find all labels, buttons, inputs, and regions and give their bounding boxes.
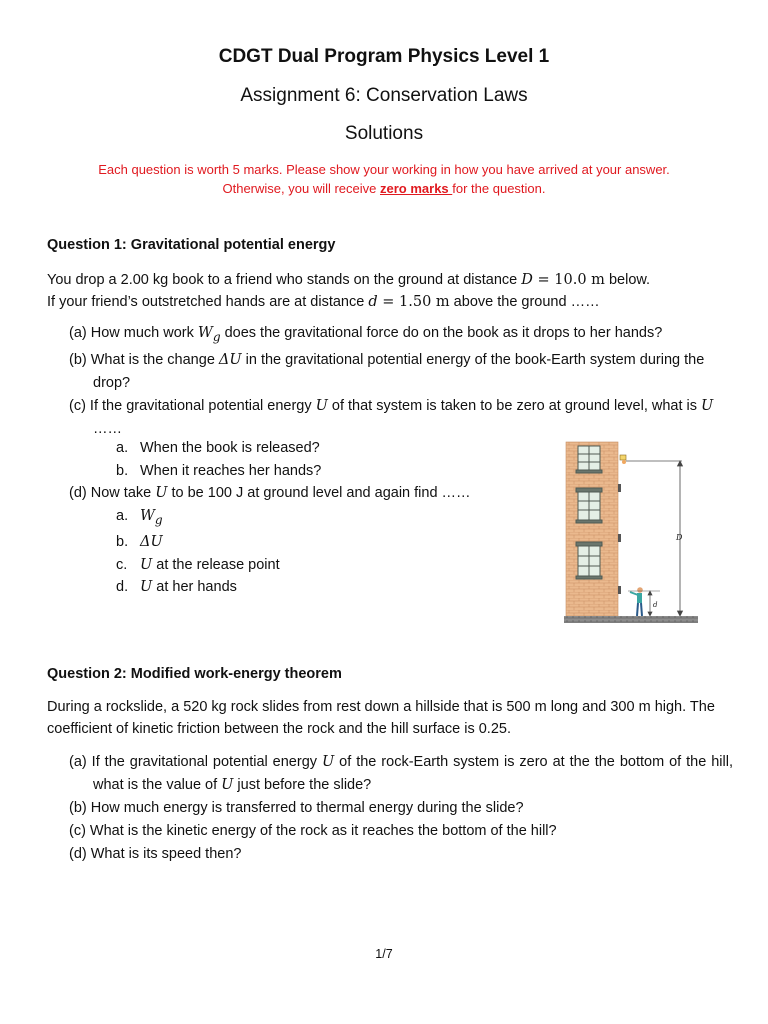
q1-d-sub-c: c. U at the release point xyxy=(116,556,280,573)
label-D: D xyxy=(676,533,683,542)
building-drop-figure xyxy=(564,436,698,626)
book-icon xyxy=(620,455,626,464)
q1-d-sub-a: a. $W_g$ xyxy=(116,508,163,527)
question-1-parts xyxy=(69,322,733,441)
q1-part-c: (c) If the gravitational potential energy U of that system is taken to be zero at ground level, what is U …… xyxy=(69,397,714,437)
friend-person-icon xyxy=(630,587,643,616)
q2-part-c: (c) What is the kinetic energy of the rock as it reaches the bottom of the hill? xyxy=(69,823,557,839)
q2-part-b: (b) How much energy is transferred to thermal energy during the slide? xyxy=(69,800,524,816)
window-icon xyxy=(576,446,602,473)
q1-c-sub-a: a. When the book is released? xyxy=(116,440,320,456)
question-2-parts xyxy=(69,751,733,866)
q1-d-sub-d: d. U at her hands xyxy=(116,579,237,596)
ground-strip xyxy=(564,616,698,623)
notice-line-2: Otherwise, you will receive zero marks for the question. xyxy=(222,181,546,196)
q1-part-a: (a) How much work $W_g$ does the gravitational force do on the book as it drops to her hands? xyxy=(69,325,663,344)
solutions-subtitle: Solutions xyxy=(344,123,424,144)
q1-c-sub-b: b. When it reaches her hands? xyxy=(116,462,322,479)
q1-part-d-subitems xyxy=(116,505,280,599)
q2-part-d: (d) What is its speed then? xyxy=(69,846,242,862)
q1-part-d: (d) Now take U to be 100 J at ground level and again find …… xyxy=(69,485,471,501)
q2-part-a: (a) If the gravitational potential energy U of the rock-Earth system is zero at the the bottom of the hill, what is the value of U just before the slide? xyxy=(69,754,733,793)
label-d: d xyxy=(653,601,658,609)
window-icon xyxy=(576,488,602,523)
question-2-heading: Question 2: Modified work-energy theorem xyxy=(47,666,342,682)
q1-part-b: (b) What is the change ΔU in the gravitational potential energy of the book-Earth system during the drop? xyxy=(69,351,705,391)
assignment-title: Assignment 6: Conservation Laws xyxy=(240,85,528,106)
course-title: CDGT Dual Program Physics Level 1 xyxy=(218,46,550,67)
marking-notice xyxy=(0,160,768,198)
distance-d-arrow xyxy=(648,591,652,616)
q1-d-sub-b: b. ΔU xyxy=(116,534,163,551)
window-icon xyxy=(576,542,602,579)
notice-line-1: Each question is worth 5 marks. Please show your working in how you have arrived at your answer. xyxy=(98,162,670,177)
question-1-intro: You drop a 2.00 kg book to a friend who stands on the ground at distance D = 10.0 m below. If your friend’s outstretched hands are at distance d = 1.50 m above the ground …… xyxy=(47,272,651,310)
zero-marks-emphasis: zero marks xyxy=(380,181,453,196)
page-number: 1/7 xyxy=(375,947,393,961)
question-2-intro: During a rockslide, a 520 kg rock slides from rest down a hillside that is 500 m long and 300 m high. The coefficient of kinetic friction between the rock and the hill surface is 0.25. xyxy=(47,699,715,737)
wall-brackets xyxy=(618,484,621,594)
q1-part-c-subitems xyxy=(116,437,321,482)
question-1-heading: Question 1: Gravitational potential energy xyxy=(47,237,336,253)
